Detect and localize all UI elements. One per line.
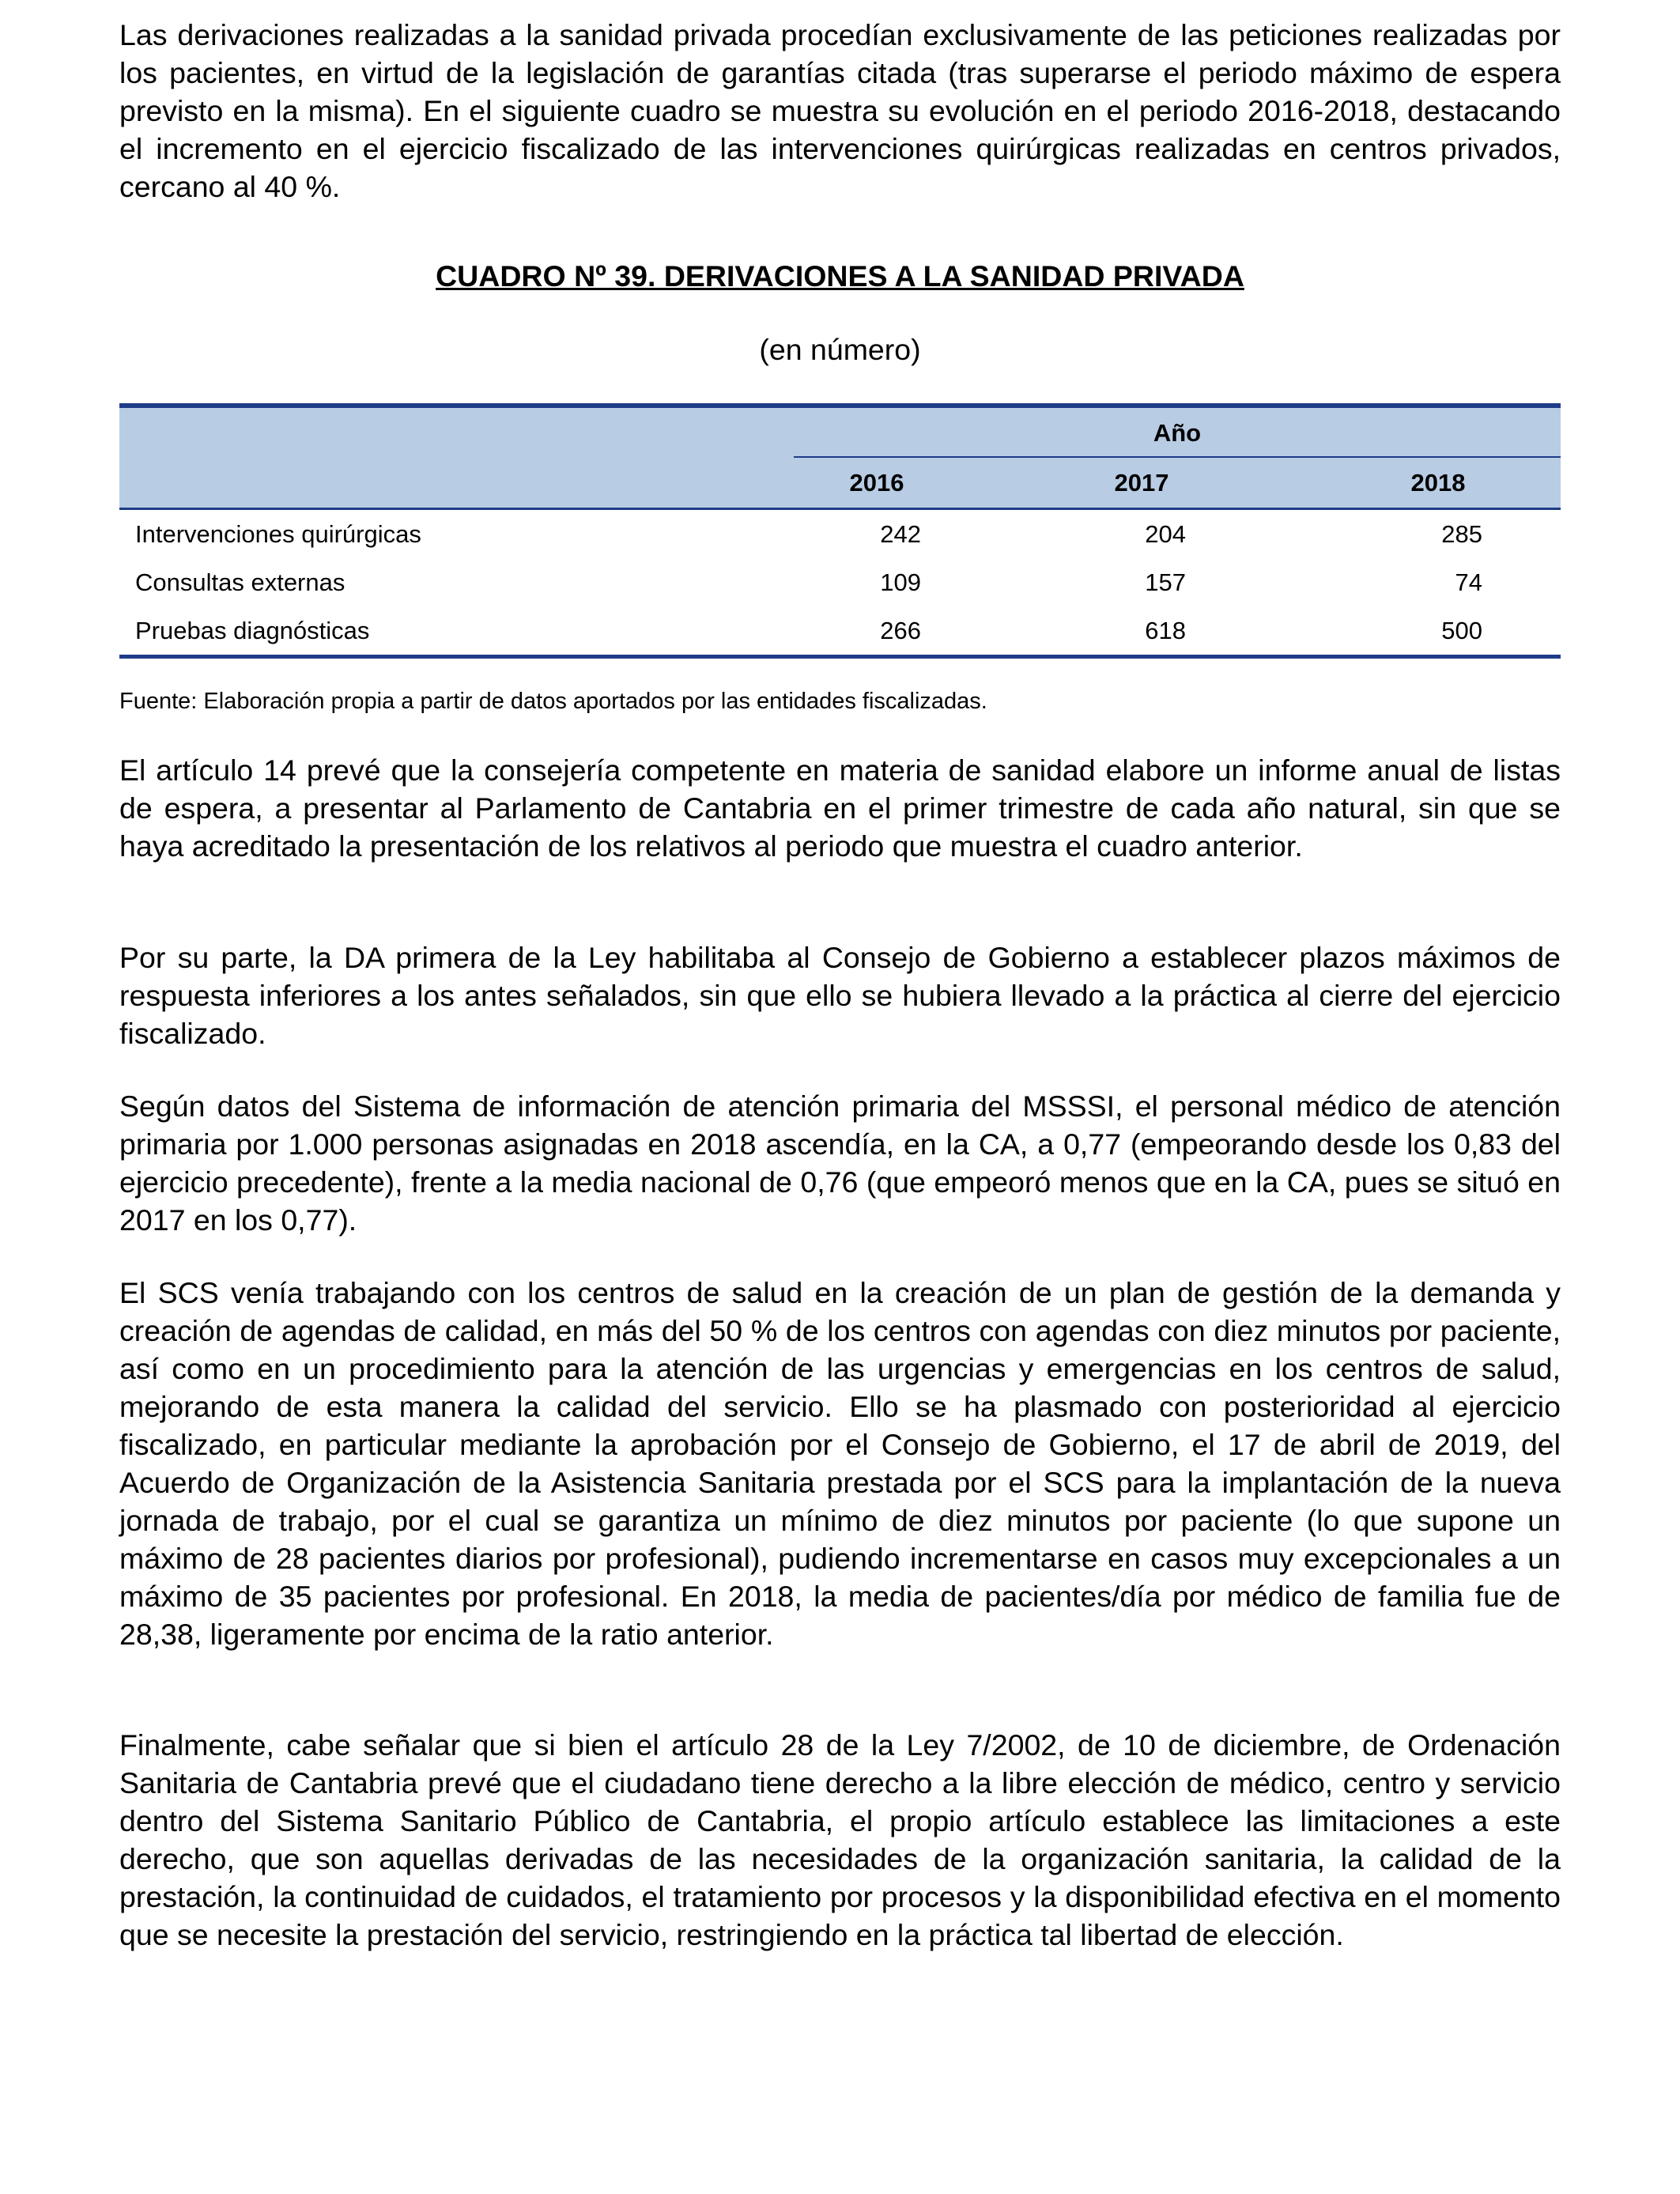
paragraph-intro: Las derivaciones realizadas a la sanidad privada procedían exclusivamente de las peticiones realizadas por los pacientes, en virtud de la legislación de garantías citada (tras superarse el periodo máximo de espera previsto en la misma). En el siguiente cuadro se muestra su evolución en el periodo 2016-2018, destacando el incremento en el ejercicio fiscalizado de las intervenciones quirúrgicas realizadas en centros privados, cercano al 40 %. [119, 18, 1561, 203]
table-header-group-row [119, 408, 1561, 458]
table-cell: 242 [880, 519, 921, 548]
table-cell: 500 [1441, 616, 1482, 644]
table-row [119, 606, 1561, 655]
table-cell: 109 [880, 568, 921, 596]
table-header-col-2016: 2016 [849, 469, 904, 497]
table-cell: 74 [1455, 568, 1482, 596]
paragraph-da-primera: Por su parte, la DA primera de la Ley habilitaba al Consejo de Gobierno a establecer plazos máximos de respuesta inferiores a los antes señalados, sin que ello se hubiera llevado a la práctica al cierre del ejercicio fiscalizado. [119, 941, 1561, 1050]
paragraph-scs-plan: El SCS venía trabajando con los centros de salud en la creación de un plan de gestión de la demanda y creación de agendas de calidad, en más del 50 % de los centros con agendas con diez minutos por paciente, así como en un procedimiento para la atención de las urgencias y emergencias en los centros de salud, mejorando de esta manera la calidad del servicio. Ello se ha plasmado con posterioridad al ejercicio fiscalizado, en particular mediante la aprobación por el Consejo de Gobierno, el 17 de abril de 2019, del Acuerdo de Organización de la Asistencia Sanitaria prestada por el SCS para la implantación de la nueva jornada de trabajo, por el cual se garantiza un mínimo de diez minutos por paciente (lo que supone un máximo de 28 pacientes diarios por profesional), pudiendo incrementarse en casos muy excepcionales a un máximo de 35 pacientes por profesional. En 2018, la media de pacientes/día por médico de familia fue de 28,38, ligeramente por encima de la ratio anterior. [119, 1276, 1561, 1651]
table-title: CUADRO Nº 39. DERIVACIONES A LA SANIDAD PRIVADA [436, 259, 1244, 293]
table-source-note: Fuente: Elaboración propia a partir de datos aportados por las entidades fiscalizadas. [119, 689, 987, 714]
table-header-col-2018: 2018 [1410, 469, 1466, 497]
table-cell: 266 [880, 616, 921, 644]
row-label: Intervenciones quirúrgicas [135, 519, 421, 548]
table-bottom-rule [119, 655, 1561, 659]
paragraph-atencion-primaria: Según datos del Sistema de información de atención primaria del MSSSI, el personal médico de atención primaria por 1.000 personas asignadas en 2018 ascendía, en la CA, a 0,77 (empeorando desde los 0,83 del ejercicio precedente), frente a la media nacional de 0,76 (que empeoró menos que en la CA, pues se situó en 2017 en los 0,77). [119, 1089, 1561, 1237]
table-header-columns-row [119, 458, 1561, 508]
table-cell: 618 [1145, 616, 1186, 644]
table-row [119, 510, 1561, 558]
table-cell: 204 [1145, 519, 1186, 548]
table-header-col-2017: 2017 [1114, 469, 1169, 497]
row-label: Pruebas diagnósticas [135, 616, 370, 644]
paragraph-libre-eleccion: Finalmente, cabe señalar que si bien el artículo 28 de la Ley 7/2002, de 10 de diciembre, de Ordenación Sanitaria de Cantabria prevé que el ciudadano tiene derecho a la libre elección de médico, centro y servicio dentro del Sistema Sanitario Público de Cantabria, el propio artículo establece las limitaciones a este derecho, que son aquellas derivadas de las necesidades de la organización sanitaria, la calidad de la prestación, la continuidad de cuidados, el tratamiento por procesos y la disponibilidad efectiva en el momento que se necesite la prestación del servicio, restringiendo en la práctica tal libertad de elección. [119, 1728, 1561, 1951]
derivations-table [119, 403, 1561, 659]
table-subtitle: (en número) [759, 333, 921, 366]
paragraph-article-14: El artículo 14 prevé que la consejería competente en materia de sanidad elabore un informe anual de listas de espera, a presentar al Parlamento de Cantabria en el primer trimestre de cada año natural, sin que se haya acreditado la presentación de los relativos al periodo que muestra el cuadro anterior. [119, 753, 1561, 863]
table-cell: 285 [1441, 519, 1482, 548]
table-row [119, 558, 1561, 606]
table-cell: 157 [1145, 568, 1186, 596]
table-header-blank [119, 408, 794, 458]
table-header-year: Año [794, 408, 1561, 458]
row-label: Consultas externas [135, 568, 345, 596]
